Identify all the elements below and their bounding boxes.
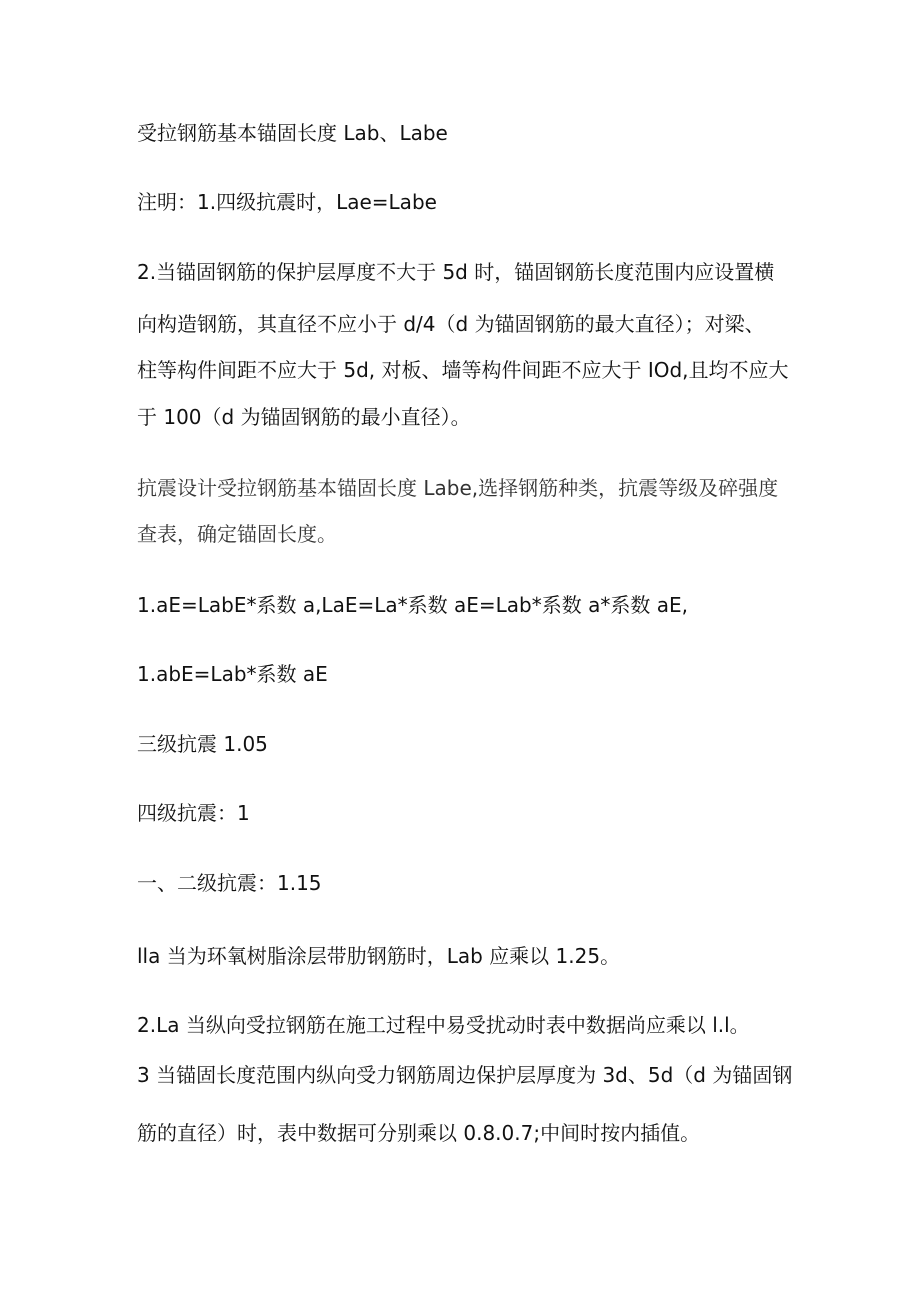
- grade-4-coefficient: 四级抗震：1: [137, 801, 250, 825]
- note-intro: 注明：1.四级抗震时，Lae=Labe: [137, 190, 437, 214]
- seismic-design-line-1: 抗震设计受拉钢筋基本锚固长度 Labe,选择钢筋种类，抗震等级及碎强度: [137, 476, 779, 500]
- note-2-line-3: 柱等构件间距不应大于 5d, 对板、墙等构件间距不应大于 IOd,且均不应大: [137, 358, 789, 382]
- cover-thickness-note-line-2: 筋的直径）时，表中数据可分别乘以 0.8.0.7;中间时按内插值。: [137, 1121, 701, 1145]
- formula-line-2: 1.abE=Lab*系数 aE: [137, 662, 328, 686]
- heading-basic-anchorage-length: 受拉钢筋基本锚固长度 Lab、Labe: [137, 121, 448, 145]
- formula-line-1: 1.aE=LabE*系数 a,LaE=La*系数 aE=Lab*系数 a*系数 aE,: [137, 593, 688, 617]
- note-2-line-2: 向构造钢筋，其直径不应小于 d/4（d 为锚固钢筋的最大直径）；对梁、: [137, 312, 765, 336]
- cover-thickness-note-line-1: 3 当锚固长度范围内纵向受力钢筋周边保护层厚度为 3d、5d（d 为锚固钢: [137, 1063, 793, 1087]
- grade-1-2-coefficient: 一、二级抗震：1.15: [137, 871, 322, 895]
- disturbance-note: 2.La 当纵向受拉钢筋在施工过程中易受扰动时表中数据尚应乘以 l.l。: [137, 1013, 750, 1037]
- epoxy-coated-note: lla 当为环氧树脂涂层带肋钢筋时，Lab 应乘以 1.25。: [137, 944, 621, 968]
- grade-3-coefficient: 三级抗震 1.05: [137, 732, 268, 756]
- seismic-design-line-2: 查表，确定锚固长度。: [137, 522, 337, 546]
- note-2-line-4: 于 100（d 为锚固钢筋的最小直径）。: [137, 405, 471, 429]
- note-2-line-1: 2.当锚固钢筋的保护层厚度不大于 5d 时，锚固钢筋长度范围内应设置横: [137, 260, 775, 284]
